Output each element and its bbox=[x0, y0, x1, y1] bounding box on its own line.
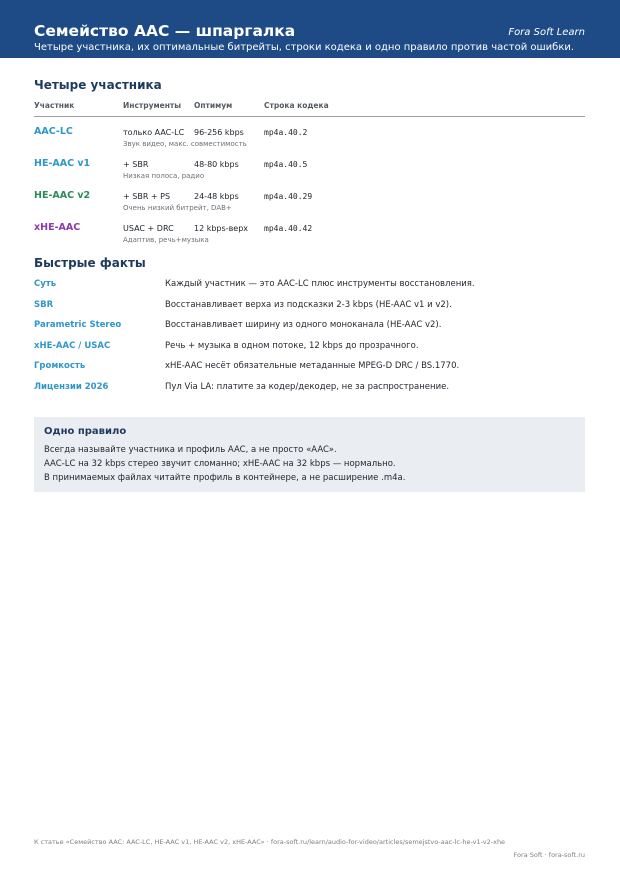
fact-row bbox=[0, 319, 620, 333]
member-tools: только AAC-LC bbox=[123, 128, 185, 137]
fact-key: Лицензии 2026 bbox=[34, 382, 109, 392]
brand-label: Fora Soft Learn bbox=[508, 27, 585, 38]
fact-row bbox=[0, 340, 620, 354]
member-optimum: 24-48 kbps bbox=[194, 192, 239, 201]
member-optimum: 96-256 kbps bbox=[194, 128, 244, 137]
member-row bbox=[0, 222, 620, 254]
fact-value: Восстанавливает верха из подсказки 2-3 kbps (HE-AAC v1 и v2). bbox=[165, 300, 452, 310]
facts-section-title: Быстрые факты bbox=[34, 256, 146, 270]
fact-value: Речь + музыка в одном потоке, 12 kbps до прозрачного. bbox=[165, 341, 419, 351]
member-row bbox=[0, 158, 620, 190]
rule-title: Одно правило bbox=[44, 426, 127, 437]
rule-line: В принимаемых файлах читайте профиль в контейнере, а не расширение .m4a. bbox=[44, 473, 406, 483]
member-note: Звук видео, макс. совместимость bbox=[123, 140, 247, 148]
fact-value: Каждый участник — это AAC-LC плюс инструменты восстановления. bbox=[165, 279, 475, 289]
member-codec-string: mp4a.40.2 bbox=[264, 128, 308, 137]
table-header-divider bbox=[34, 116, 585, 117]
footer-brand: Fora Soft · fora-soft.ru bbox=[513, 851, 585, 859]
member-optimum: 12 kbps-верх bbox=[194, 224, 249, 233]
member-tools: USAC + DRC bbox=[123, 224, 174, 233]
column-header-tools: Инструменты bbox=[123, 101, 182, 110]
column-header-member: Участник bbox=[34, 101, 75, 110]
page-title: Семейство AAC — шпаргалка bbox=[34, 22, 296, 40]
fact-row bbox=[0, 360, 620, 374]
fact-row bbox=[0, 299, 620, 313]
member-row bbox=[0, 190, 620, 222]
page-subtitle: Четыре участника, их оптимальные битрейты, строки кодека и одно правило против частой ошибки. bbox=[34, 42, 575, 53]
member-codec-string: mp4a.40.5 bbox=[264, 160, 308, 169]
fact-key: SBR bbox=[34, 300, 54, 310]
member-codec-string: mp4a.40.29 bbox=[264, 192, 313, 201]
fact-row bbox=[0, 381, 620, 395]
member-tools: + SBR bbox=[123, 160, 149, 169]
member-note: Адаптив, речь+музыка bbox=[123, 236, 209, 244]
members-section-title: Четыре участника bbox=[34, 78, 162, 92]
rule-callout bbox=[34, 417, 585, 492]
member-row bbox=[0, 126, 620, 158]
fact-value: Пул Via LA: платите за кодер/декодер, не за распространение. bbox=[165, 382, 450, 392]
member-note: Очень низкий битрейт, DAB+ bbox=[123, 204, 232, 212]
member-optimum: 48-80 kbps bbox=[194, 160, 239, 169]
fact-key: Parametric Stereo bbox=[34, 320, 122, 330]
page-header bbox=[0, 0, 620, 58]
fact-key: Суть bbox=[34, 279, 57, 289]
member-tools: + SBR + PS bbox=[123, 192, 171, 201]
rule-line: AAC-LC на 32 kbps стерео звучит сломанно; xHE-AAC на 32 kbps — нормально. bbox=[44, 459, 396, 469]
footer-source-link[interactable]: К статье «Семейство AAC: AAC-LC, HE-AAC v1, HE-AAC v2, xHE-AAC» · fora-soft.ru/learn/audio-for-video/articles/semejstvo-aac-lc-he-v1-v2-xhe bbox=[34, 838, 506, 846]
member-name: HE-AAC v2 bbox=[34, 190, 91, 201]
member-name: AAC-LC bbox=[34, 126, 73, 137]
fact-row bbox=[0, 278, 620, 292]
fact-value: xHE-AAC несёт обязательные метаданные MPEG-D DRC / BS.1770. bbox=[165, 361, 460, 371]
column-header-optimum: Оптимум bbox=[194, 101, 233, 110]
column-header-codec: Строка кодека bbox=[264, 101, 329, 110]
fact-value: Восстанавливает ширину из одного моноканала (HE-AAC v2). bbox=[165, 320, 442, 330]
fact-key: Громкость bbox=[34, 361, 86, 371]
member-note: Низкая полоса, радио bbox=[123, 172, 205, 180]
member-name: HE-AAC v1 bbox=[34, 158, 91, 169]
member-name: xHE-AAC bbox=[34, 222, 81, 233]
member-codec-string: mp4a.40.42 bbox=[264, 224, 313, 233]
rule-line: Всегда называйте участника и профиль AAC, а не просто «AAC». bbox=[44, 445, 337, 455]
fact-key: xHE-AAC / USAC bbox=[34, 341, 111, 351]
